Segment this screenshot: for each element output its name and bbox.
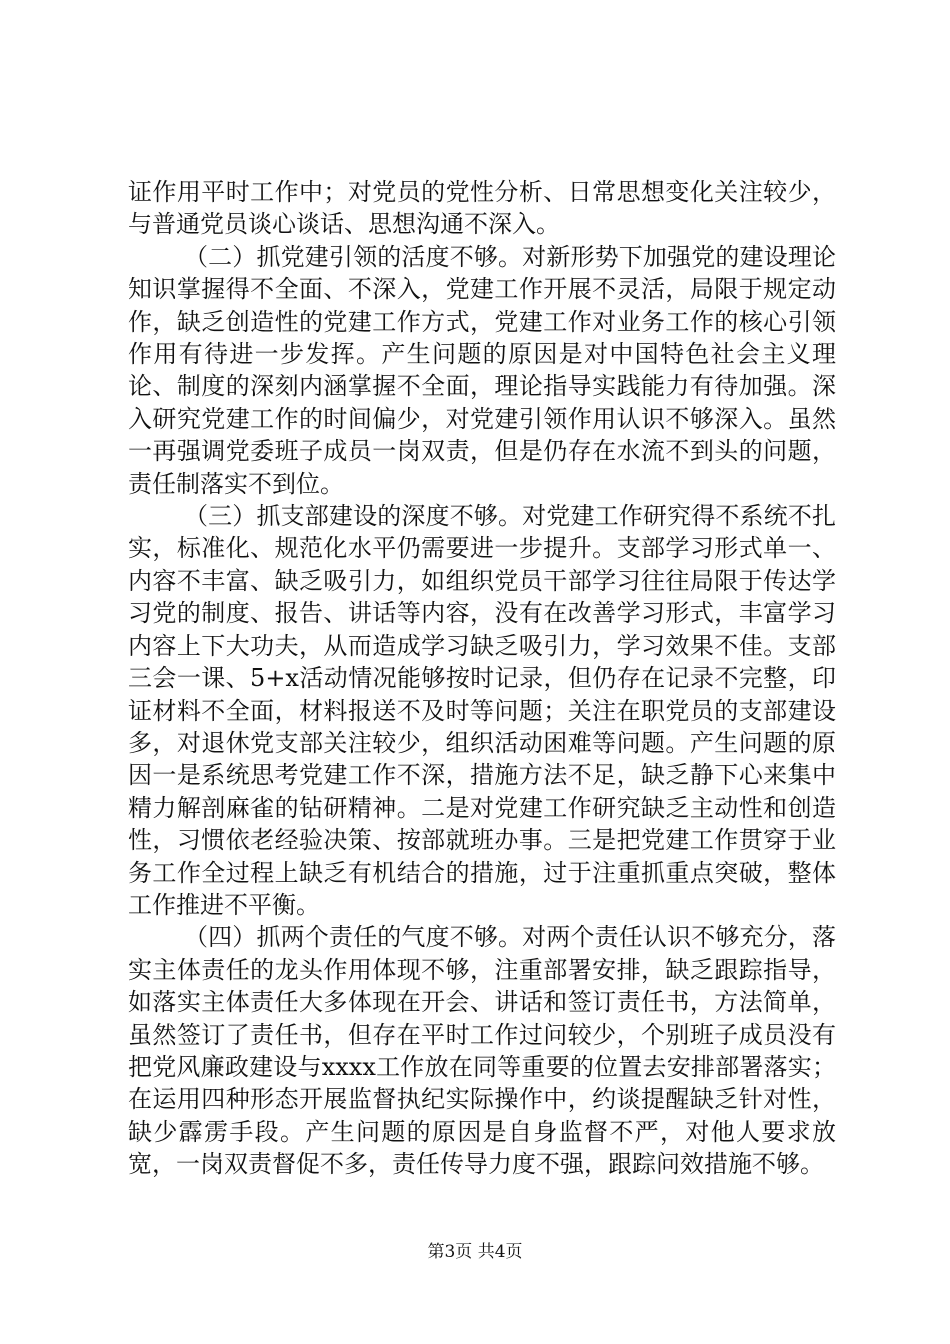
document-body — [128, 176, 836, 1181]
page-footer — [0, 1241, 950, 1263]
paragraph-continuation: 证作用平时工作中；对党员的党性分析、日常思想变化关注较少，与普通党员谈心谈话、思想沟通不深入。 — [128, 178, 836, 239]
paragraph-section-three: （三）抓支部建设的深度不够。对党建工作研究得不系统不扎实，标准化、规范化水平仍需要进一步提升。支部学习形式单一、内容不丰富、缺乏吸引力，如组织党员干部学习往往局限于传达学习党的制度、报告、讲话等内容，没有在改善学习形式，丰富学习内容上下大功夫，从而造成学习缺乏吸引力，学习效果不佳。支部三会一课、5+x活动情况能够按时记录，但仍存在记录不完整，印证材料不全面，材料报送不及时等问题；关注在职党员的支部建设多，对退休党支部关注较少，组织活动困难等问题。产生问题的原因一是系统思考党建工作不深，措施方法不足，缺乏静下心来集中精力解剖麻雀的钻研精神。二是对党建工作研究缺乏主动性和创造性，习惯依老经验决策、按部就班办事。三是把党建工作贯穿于业务工作全过程上缺乏有机结合的措施，过于注重抓重点突破，整体工作推进不平衡。 — [128, 502, 836, 919]
page-number: 第3页 共4页 — [427, 1242, 523, 1262]
paragraph-section-two: （二）抓党建引领的活度不够。对新形势下加强党的建设理论知识掌握得不全面、不深入，党建工作开展不灵活，局限于规定动作，缺乏创造性的党建工作方式，党建工作对业务工作的核心引领作用有待进一步发挥。产生问题的原因是对中国特色社会主义理论、制度的深刻内涵掌握不全面，理论指导实践能力有待加强。深入研究党建工作的时间偏少，对党建引领作用认识不够深入。虽然一再强调党委班子成员一岗双责，但是仍存在水流不到头的问题，责任制落实不到位。 — [128, 242, 836, 498]
paragraph-section-four: （四）抓两个责任的气度不够。对两个责任认识不够充分，落实主体责任的龙头作用体现不够，注重部署安排，缺乏跟踪指导，如落实主体责任大多体现在开会、讲话和签订责任书，方法简单，虽然签订了责任书，但存在平时工作过问较少，个别班子成员没有把党风廉政建设与xxxx工作放在同等重要的位置去安排部署落实；在运用四种形态开展监督执纪实际操作中，约谈提醒缺乏针对性，缺少霹雳手段。产生问题的原因是自身监督不严，对他人要求放宽，一岗双责督促不多，责任传导力度不强，跟踪问效措施不够。 — [128, 923, 836, 1179]
